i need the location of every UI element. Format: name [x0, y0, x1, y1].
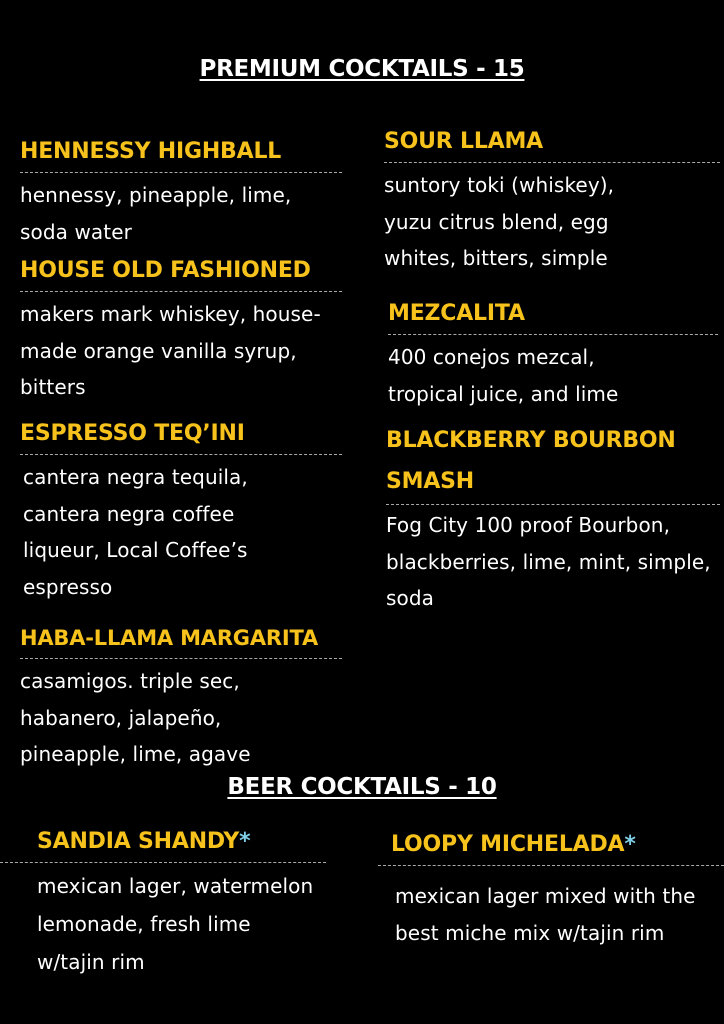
- menu-item-haba-llama-margarita: [20, 620, 342, 773]
- menu-item-description: Fog City 100 proof Bourbon, blackberries, lime, mint, simple, soda: [386, 513, 711, 610]
- beer-section-title: BEER COCKTAILS - 10: [227, 774, 497, 800]
- premium-section-title: PREMIUM COCKTAILS - 15: [199, 56, 525, 82]
- menu-item-name: ESPRESSO TEQ’INI: [20, 421, 245, 446]
- menu-item-description: suntory toki (whiskey), yuzu citrus blend, egg whites, bitters, simple: [384, 173, 615, 270]
- menu-item-name: [378, 827, 724, 863]
- divider: [384, 162, 720, 163]
- menu-item-name: BLACKBERRY BOURBON SMASH: [386, 428, 676, 494]
- menu-item-house-old-fashioned: [20, 253, 342, 406]
- menu-item-name: SOUR LLAMA: [384, 129, 543, 154]
- menu-item-sour-llama: [384, 124, 720, 277]
- menu-item-description: makers mark whiskey, house-made orange vanilla syrup, bitters: [20, 302, 321, 399]
- divider: [378, 865, 724, 866]
- menu-item-blackberry-bourbon-smash: [386, 420, 720, 617]
- menu-item-description: hennessy, pineapple, lime, soda water: [20, 183, 292, 244]
- divider: [386, 504, 720, 505]
- menu-item-hennessy-highball: [20, 134, 342, 250]
- menu-item-name: MEZCALITA: [388, 301, 525, 326]
- divider: [20, 658, 342, 659]
- menu-item-mezcalita: [388, 296, 718, 412]
- divider: [388, 334, 718, 335]
- divider: [20, 172, 342, 173]
- asterisk-marker: *: [624, 832, 636, 857]
- menu-item-sandia-shandy: [0, 824, 326, 981]
- divider: [20, 291, 342, 292]
- menu-item-name: HABA-LLAMA MARGARITA: [20, 626, 319, 650]
- menu-item-name-text: LOOPY MICHELADA: [391, 832, 625, 857]
- menu-item-description: 400 conejos mezcal, tropical juice, and lime: [388, 345, 619, 406]
- menu-item-description: mexican lager mixed with the best miche mix w/tajin rim: [395, 884, 696, 945]
- menu-item-loopy-michelada: [378, 827, 724, 952]
- menu-item-description: mexican lager, watermelon lemonade, fresh lime w/tajin rim: [37, 874, 314, 974]
- menu-item-name: HOUSE OLD FASHIONED: [20, 258, 311, 283]
- menu-item-espresso-teqini: [20, 416, 342, 605]
- menu-item-name: HENNESSY HIGHBALL: [20, 139, 282, 164]
- menu-item-name-text: SANDIA SHANDY: [37, 829, 240, 854]
- asterisk-marker: *: [239, 829, 251, 854]
- menu-item-name: [0, 824, 326, 860]
- menu-item-description: cantera negra tequila, cantera negra coffee liqueur, Local Coffee’s espresso: [23, 465, 248, 599]
- divider: [0, 862, 326, 863]
- divider: [20, 454, 342, 455]
- menu-item-description: casamigos. triple sec, habanero, jalapeño, pineapple, lime, agave: [20, 669, 251, 766]
